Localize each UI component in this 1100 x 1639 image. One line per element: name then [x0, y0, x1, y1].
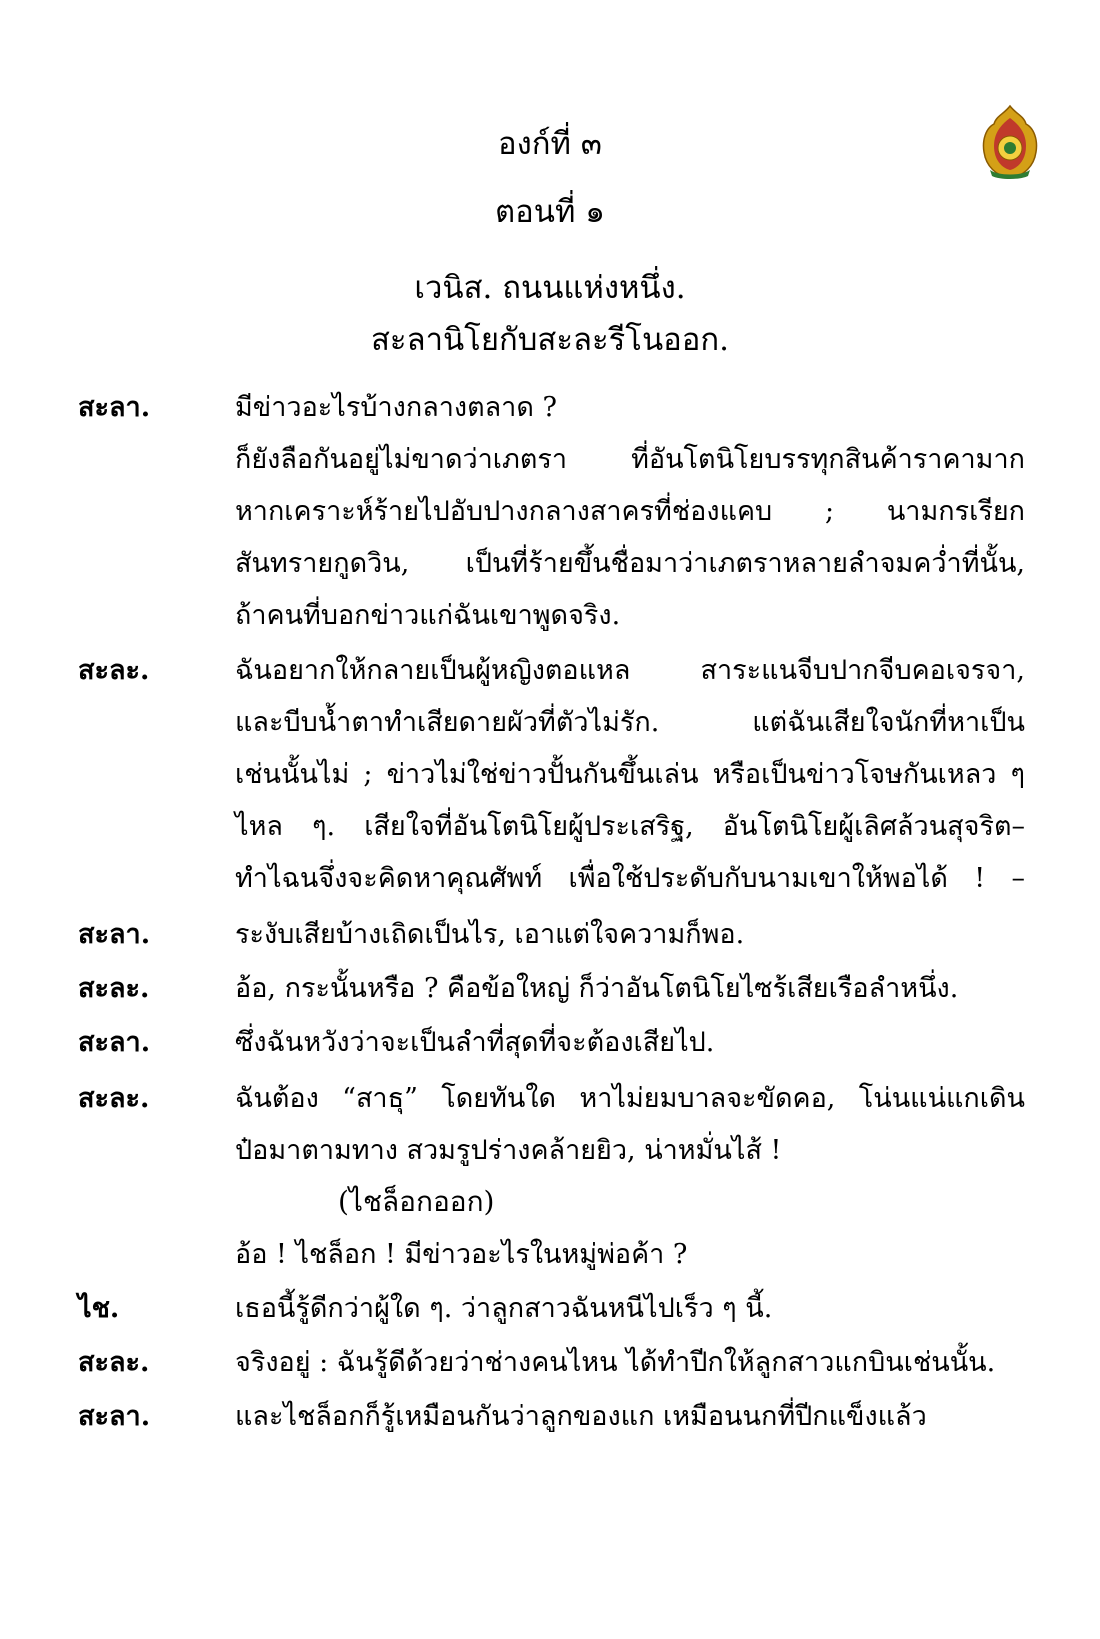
speaker-label: สะละ.: [78, 1083, 150, 1114]
dialogue-line: จริงอยู่ : ฉันรู้ดีด้วยว่าช่างคนไหน ได้ทำปีกให้ลูกสาวแกบินเช่นนั้น.: [235, 1347, 996, 1378]
dialogue-line: มีข่าวอะไรบ้างกลางตลาด ?: [235, 392, 557, 423]
dialogue-line: ฉันต้อง “สาธุ” โดยทันใด หาไม่ยมบาลจะขัดคอ, โน่นแน่แกเดิน: [235, 1083, 1025, 1114]
act-heading: องก์ที่ ๓: [497, 126, 602, 162]
dialogue-line: และไชล็อกก็รู้เหมือนกันว่าลูกของแก เหมือนนกที่ปีกแข็งแล้ว: [235, 1401, 927, 1432]
speaker-label: สะลา.: [78, 1401, 151, 1432]
dialogue-line: ทำไฉนจึ่งจะคิดหาคุณศัพท์ เพื่อใช้ประดับกับนามเขาให้พอได้ ! –: [235, 863, 1025, 894]
entrance-line: สะลานิโยกับสะละรีโนออก.: [371, 322, 729, 358]
dialogue-line: และบีบน้ำตาทำเสียดายผัวที่ตัวไม่รัก. แต่ฉันเสียใจนักที่หาเป็น: [235, 707, 1025, 738]
speaker-label: สะลา.: [78, 919, 151, 950]
dialogue-line: ก็ยังลือกันอยู่ไม่ขาดว่าเภตรา ที่อันโตนิโยบรรทุกสินค้าราคามาก: [235, 444, 1025, 475]
dialogue-line: เธอนี้รู้ดีกว่าผู้ใด ๆ. ว่าลูกสาวฉันหนีไปเร็ว ๆ นี้.: [235, 1293, 773, 1324]
dialogue-line: อ้อ ! ไชล็อก ! มีข่าวอะไรในหมู่พ่อค้า ?: [235, 1239, 688, 1270]
stage-direction: (ไชล็อกออก): [338, 1185, 495, 1218]
dialogue-line: ไหล ๆ. เสียใจที่อันโตนิโยผู้ประเสริฐ, อันโตนิโยผู้เลิศล้วนสุจริต–: [235, 811, 1025, 842]
dialogue-line: อ้อ, กระนั้นหรือ ? คือข้อใหญ่ ก็ว่าอันโตนิโยไซร้เสียเรือลำหนึ่ง.: [235, 973, 959, 1004]
speaker-label: สะละ.: [78, 655, 150, 686]
speaker-label: สะลา.: [78, 1027, 151, 1058]
speaker-label: สะละ.: [78, 1347, 150, 1378]
dialogue-line: สันทรายกูดวิน, เป็นที่ร้ายขึ้นชื่อมาว่าเภตราหลายลำจมคว่ำที่นั้น,: [235, 548, 1025, 579]
location-line: เวนิส. ถนนแห่งหนึ่ง.: [414, 270, 686, 306]
dialogue-line: ซึ่งฉันหวังว่าจะเป็นลำที่สุดที่จะต้องเสียไป.: [235, 1027, 715, 1058]
dialogue-line: หากเคราะห์ร้ายไปอับปางกลางสาครที่ช่องแคบ ; นามกรเรียก: [235, 496, 1025, 527]
dialogue-line: ถ้าคนที่บอกข่าวแก่ฉันเขาพูดจริง.: [235, 600, 621, 631]
scene-heading: ตอนที่ ๑: [495, 194, 605, 230]
dialogue-line: ป๋อมาตามทาง สวมรูปร่างคล้ายยิว, น่าหมั่นไส้ !: [235, 1135, 782, 1166]
dialogue-line: ระงับเสียบ้างเถิดเป็นไร, เอาแต่ใจความก็พอ.: [235, 919, 745, 950]
dialogue-line: เช่นนั้นไม่ ; ข่าวไม่ใช่ข่าวปั้นกันขึ้นเล่น หรือเป็นข่าวโจษกันเหลว ๆ: [235, 759, 1025, 790]
speaker-label: สะละ.: [78, 973, 150, 1004]
dialogue-line: ฉันอยากให้กลายเป็นผู้หญิงตอแหล สาระแนจีบปากจีบคอเจรจา,: [235, 655, 1025, 686]
speaker-label: สะลา.: [78, 392, 151, 423]
speaker-label: ไช.: [78, 1293, 120, 1324]
